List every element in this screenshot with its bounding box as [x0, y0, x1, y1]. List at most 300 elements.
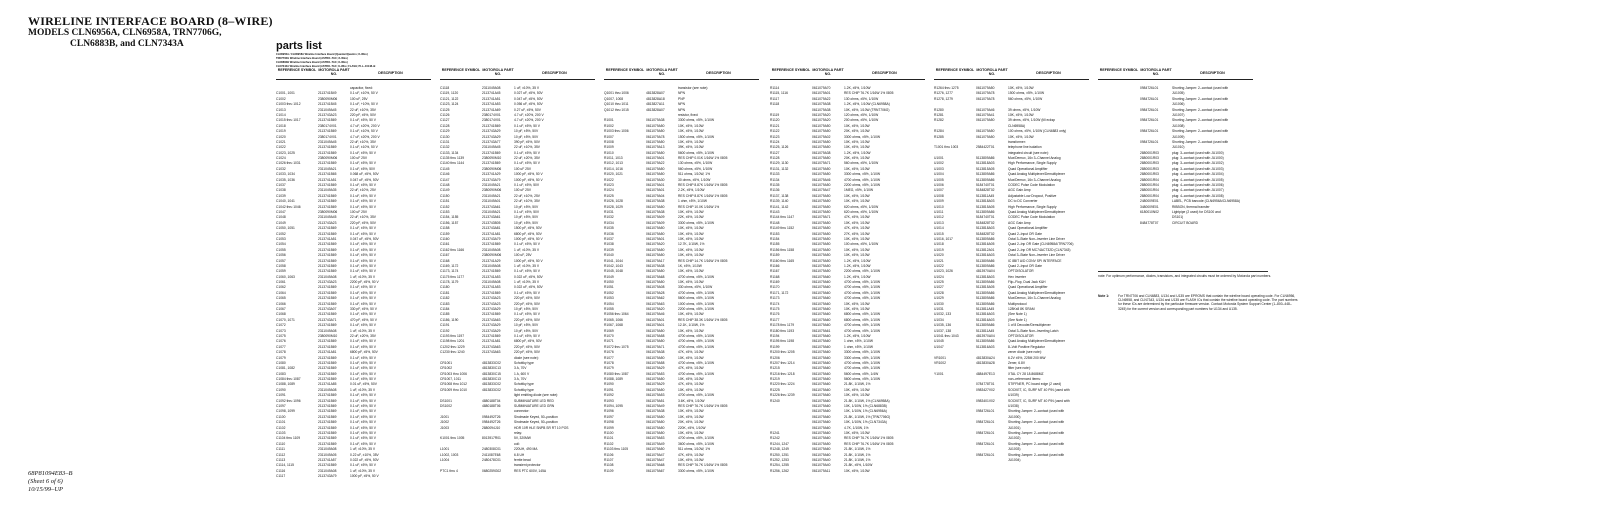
part-number: 4813827A11 [646, 102, 665, 107]
part-description: 0.1 uF, ±5%, 50 V [514, 312, 541, 317]
reference-symbol: R1032 [604, 215, 614, 220]
part-description: 4700 ohms, ±5%, 1/10W [844, 360, 881, 365]
part-description: 4700 ohms, ±5%, 1/10W [678, 393, 715, 398]
part-number: 0611079A50 [646, 431, 665, 435]
part-description: diode (see note): [514, 355, 539, 360]
part-number: 2113741B69 [482, 242, 501, 247]
reference-symbol: C1126 [440, 112, 450, 117]
part-number: 0611079A50 [976, 134, 995, 139]
part-description: 0.1 uF, ±5%, 50 V [350, 463, 377, 468]
part-number: 5113809A86 [976, 263, 995, 268]
part-description: 0.027 uF, ±5%, 50V [514, 91, 543, 96]
reference-symbol: C1014 [276, 112, 286, 117]
reference-symbol: C1135 thru 1139 [440, 156, 465, 161]
part-description: 0.1 uF, ±5%, 50 V [350, 344, 377, 349]
part-description: plug: 3–contact (used with JU1000) [1172, 150, 1224, 155]
part-number: 5113809A86 [976, 172, 995, 177]
part-number: 0611079A50 [812, 193, 831, 198]
part-description: relay: [514, 431, 523, 435]
part-number: 0680259G02 [482, 468, 502, 473]
part-description: 220 pF, ±5%, 50V [350, 220, 377, 225]
reference-symbol: C1125 [440, 107, 450, 112]
part-description: 10K, ±5%, 1/10W [678, 123, 704, 128]
part-number: 2113741B69 [318, 371, 337, 376]
part-number: 2113741B69 [318, 253, 337, 258]
reference-symbol: R1171, 1172 [770, 290, 789, 295]
part-description: 4700 ohms, ±5%, 1/10W [844, 323, 881, 328]
part-number: 0611079A50 [646, 204, 665, 209]
part-description: 1.2K, ±5%, 1/10W [844, 258, 871, 263]
part-number: 2380090M06 [318, 156, 338, 161]
part-number: 0611079A01 [646, 323, 665, 328]
part-number: 0611079A01 [646, 156, 665, 161]
part-number: 5113811A45 [976, 328, 995, 333]
part-description: 390 pF, ±5%, 50V [514, 139, 541, 144]
reference-symbol: C1129 [440, 129, 450, 134]
part-number: 0984726L01 [1140, 139, 1159, 144]
note-1-label: Note 1: [1098, 294, 1110, 298]
reference-symbol: C1156, 1157 [440, 220, 459, 225]
note-1 [1098, 294, 1298, 311]
reference-symbol: C1118 [440, 86, 450, 90]
reference-symbol: U1022 [934, 263, 944, 268]
part-description: 4700 ohms, ±5%, 1/10W [844, 328, 881, 333]
part-description: 10K, ±5%, 1/10W [678, 328, 704, 333]
table-row [1098, 221, 1253, 226]
part-number: 4813830A24 [976, 355, 995, 360]
part-description: 1 uF, ±10%, 35 V [350, 447, 376, 452]
part-number: 5113809A86 [976, 209, 995, 214]
reference-symbol: R1178 thru 1179 [770, 323, 795, 328]
part-description: 6.2V ±5%, 225M 200 MW [1008, 355, 1046, 360]
part-number: 0611079A38 [646, 409, 665, 414]
part-number: 2113743A23 [318, 112, 337, 117]
part-number: 2880001R03 [1140, 172, 1159, 177]
part-description: JU1008) [1172, 123, 1185, 128]
part-description: 4700 ohms, ±5%, 1/10W [844, 280, 881, 285]
part-description: 100 ohms, ±5%, 1/10W (CLN6883 only) [1008, 129, 1067, 134]
reference-symbol: C1152 [440, 204, 450, 209]
part-description: 20K, ±5%, 1/10W [678, 420, 704, 425]
part-number: 0611079A50 [646, 355, 665, 360]
part-description: NPN [678, 107, 685, 112]
reference-symbol: R1153 [770, 231, 780, 236]
reference-symbol: R1093 [604, 398, 614, 403]
header-reference-symbol: REFERENCE SYMBOL [935, 68, 975, 72]
part-number: 0611079A70 [812, 86, 831, 90]
header-reference-symbol: REFERENCE SYMBOL [771, 68, 811, 72]
part-description: RES CHIP 38.3K 1/16W 1% 0805 [678, 317, 728, 322]
part-description: 1 uF, ±10%, 35 V [350, 468, 376, 473]
part-number: 2880001R04 [1140, 188, 1159, 193]
reference-symbol: R1256, 1262 [770, 468, 789, 473]
reference-symbol: VR1001 [934, 355, 946, 360]
part-description: 1.2K, ±5%, 1/10W [844, 150, 871, 155]
reference-symbol: C1133, 1134 [440, 150, 459, 155]
part-number: 0611079A50 [812, 209, 831, 214]
part-description: 0.1 uF, ±5%, 50V [514, 209, 540, 214]
part-number: 5184828T02 [976, 220, 995, 225]
reference-symbol: R1252, 1253 [770, 457, 789, 462]
part-number: 0611079A38 [812, 107, 831, 112]
part-number: 2113741B69 [318, 323, 337, 328]
part-description: 0.1 uF, ±5%, 50 V [350, 285, 377, 290]
part-number: 2880001R03 [1140, 166, 1159, 171]
part-number: 2880001R04 [1140, 183, 1159, 188]
part-number: 0611079A01 [646, 183, 665, 188]
part-description: 2200 ohms, ±5%, 1/10W [678, 307, 715, 312]
reference-symbol: C1039 [276, 193, 286, 198]
part-number: 0611079A60 [812, 420, 831, 425]
reference-symbol: K1001 thru 1005 [440, 436, 465, 441]
reference-symbol: C1091 [276, 393, 286, 398]
reference-symbol: R1103 thru 1105 [604, 447, 629, 452]
part-description: 0.1 uF, ±5%, 50 V [350, 420, 377, 425]
part-description: 0.1 uF, ±5%, 50 V [350, 263, 377, 268]
part-description: U1038) [1008, 404, 1019, 409]
reference-symbol: R1170 [770, 285, 780, 290]
reference-symbol: R1120 [770, 118, 780, 123]
part-number: 0611079A61 [812, 328, 831, 333]
part-number: 0611079A40 [812, 457, 831, 462]
part-description: 2200 ohms, ±5%, 1/10W [844, 183, 881, 188]
reference-symbol: U1029 [934, 296, 944, 301]
reference-symbol: U1015 [934, 231, 944, 236]
column-header [934, 68, 1089, 78]
part-number: 0611079A38 [646, 350, 665, 355]
part-description: 120 ohms, ±5%, 1/10W [844, 112, 879, 117]
part-number: 2113741B69 [318, 301, 337, 306]
part-description: 10K, ±5%, 1/10W [678, 231, 704, 236]
part-number: 2113741B69 [318, 431, 337, 435]
part-description: 10K, ±5%, 1/10W [678, 457, 704, 462]
reference-symbol: R1102 [604, 441, 614, 446]
reference-symbol: R1107 [604, 457, 614, 462]
part-number: 0611079A50 [812, 204, 831, 209]
reference-symbol: R1194 [770, 333, 780, 338]
part-number: 2113741B69 [318, 199, 337, 204]
part-description: plug: 4–contact (used with JU1007) [1172, 188, 1224, 193]
reference-symbol: L1002, 1003 [440, 452, 459, 457]
reference-symbol: R1091 [604, 387, 614, 392]
part-number: 2113743A61 [482, 215, 501, 220]
header-description: DESCRIPTION [1200, 71, 1225, 75]
part-description: resistor, fixed: [678, 112, 699, 117]
part-number: 2311049A08 [482, 280, 501, 285]
reference-symbol: C1186, 1190 [440, 317, 459, 322]
part-number: 0611079A50 [646, 420, 665, 425]
part-description: 220K, ±5%, 1/10W [678, 425, 706, 430]
reference-symbol: C1062 [276, 285, 286, 290]
part-number: 2113743A23 [318, 280, 337, 285]
part-description: 0.068 uF, ±5%, 50V [350, 172, 379, 177]
part-number: 2311049A08 [318, 387, 337, 392]
reference-symbol: C1230 thru 1240 [440, 350, 465, 355]
part-number: 2380090M10 [482, 156, 502, 161]
part-description: ferrite bead [514, 457, 531, 462]
part-number: 2880001R03 [1140, 156, 1159, 161]
part-number: 2113741B69 [318, 242, 337, 247]
reference-symbol: R1049 [604, 274, 614, 279]
part-description: SUBMINIATURE LED GRN [514, 404, 555, 409]
part-number: 5113818A03 [976, 226, 995, 231]
reference-symbol: R1128 [770, 156, 780, 161]
reference-symbol: C1111 [276, 447, 285, 452]
part-description: 27K, ±5%, 1/10W [844, 231, 870, 236]
part-description: 0.1 uF, ±5%, 50 V [350, 150, 377, 155]
part-description: 20K, ±5%, 1/10W [844, 156, 870, 161]
part-description: U1039) [1008, 393, 1019, 398]
part-description: Quad 2–Inp OR MC74ACT32D (CLN7343) [1008, 247, 1071, 252]
table-row [604, 469, 759, 474]
part-description: 8–Volt Positive Regulator [1008, 344, 1045, 349]
part-description: 22 uF, ±20%, 35V [350, 333, 377, 338]
reference-symbol: U1035, 136 [934, 323, 952, 328]
reference-symbol: C1191 [440, 323, 450, 328]
reference-symbol: U1007 [934, 188, 944, 193]
reference-symbol: Q1012 thru 1015 [604, 107, 629, 112]
part-number: 0611079A01 [646, 188, 665, 193]
reference-symbol: R1099 [604, 425, 614, 430]
parts-column [440, 68, 595, 474]
part-number: 2113743A77 [482, 139, 501, 144]
part-description: 0.1 uF, ±5%, 50 V [350, 242, 377, 247]
reference-symbol: C1173, 1174 [440, 269, 459, 274]
part-description: 130 ohms, ±5%, 1/10W [844, 96, 879, 101]
part-description: 1 ohm, ±5%, 1/10W [844, 344, 873, 349]
part-description: 5600 ohms, ±5%, 1/10W [844, 377, 881, 382]
note-1-text: For TRN7706 and CLN6883, U134 and U135 are EPROMS that contain the wireline board operating code. For CLN6956, CLN6958, and CLN7343, U134 and U135 are FLASH ICs that contain the wireline board operating code. The part numbers for these ICs are determined by the particular firmware version. Contact Motorola System Support Center (1–800–448–3245) for the current version and corresponding part numbers for U134 and U135. [1118, 294, 1298, 311]
reference-symbol: R1284 [934, 129, 944, 134]
reference-symbol: R1039 [604, 247, 614, 252]
part-number: 0611079A49 [646, 404, 665, 409]
reference-symbol: T1001 thru 1003 [934, 145, 959, 150]
reference-symbol: C1148 [440, 183, 450, 188]
part-description: Sindmade Keyed, 50–position [514, 420, 558, 425]
reference-symbol: U1020 [934, 253, 944, 258]
part-description: High Performance, Single Supply [1008, 204, 1057, 209]
part-number: 0611079A30 [646, 177, 665, 182]
reference-symbol: R1133 [770, 172, 780, 177]
part-description: Quad Operational Amplifier [1008, 166, 1048, 171]
part-description: 0.047 uF, ±5%, 50V [350, 177, 379, 182]
part-number: 5113809A86 [976, 156, 995, 161]
part-description: 21.8K, 1/10W, 1% (CLN6958A) [844, 398, 890, 403]
parts-column [604, 68, 759, 474]
reference-symbol: C1146 [440, 172, 450, 177]
parts-list-models [276, 53, 436, 69]
part-number: 5113811A45 [976, 193, 995, 198]
reference-symbol: R1278, 1279 [934, 96, 953, 101]
part-description: Shorting Jumper: 2–contact (used with [1172, 107, 1229, 112]
reference-symbol: L1001 [440, 447, 450, 452]
part-description: 1000 pF, ±5%, 50 V [350, 474, 379, 479]
part-number: 2113741B69 [318, 247, 337, 252]
part-number: 2113741B69 [318, 377, 337, 382]
reference-symbol: C1060, 1063 [276, 274, 295, 279]
part-number: 0611079A58 [646, 333, 665, 338]
part-description: 3300 ohms, ±5%, 1/10W [844, 134, 881, 139]
reference-symbol: C1057 [276, 258, 286, 263]
part-number: 0611079A01 [646, 236, 665, 241]
part-description: 47K, ±5%, 1/10W [678, 366, 704, 371]
reference-symbol: R1137, 1138 [770, 193, 789, 198]
part-description: 10K, ±5%, 1/10W [1008, 86, 1034, 90]
reference-symbol: C1175 thru 1177 [440, 274, 465, 279]
part-description: 10 pF, ±5%, 50V [514, 328, 539, 333]
part-description: 0.1 uF, ±5%, 50 V [514, 150, 541, 155]
reference-symbol: U1032, 133 [934, 312, 952, 317]
part-number: 0611079A50 [646, 226, 665, 231]
part-description: Shorting Jumper: 2–contact (used with [1008, 452, 1065, 457]
part-number: 2113741B65 [318, 172, 337, 177]
reference-symbol: R1001 [604, 118, 614, 123]
part-description: 1.2K, ±5%, 1/10W (CLN6958A) [844, 102, 890, 107]
header-description: DESCRIPTION [1036, 71, 1061, 75]
part-number: 0611079A50 [812, 258, 831, 263]
part-description: 1 uF, ±10%, 35 V [350, 274, 376, 279]
reference-symbol: C1149 [440, 188, 450, 193]
reference-symbol: R1254, 1255 [770, 463, 789, 468]
part-description: 10K, ±5%, 1/10W [678, 387, 704, 392]
part-number: 0611079A50 [646, 328, 665, 333]
reference-symbol: R1125, 1126 [770, 145, 789, 150]
part-description: IC 8BIT A/D CONV SPI INTERFACE [1008, 258, 1062, 263]
part-number: 2113741B69 [318, 269, 337, 274]
part-description: 10K, ±5%, 1/10W [678, 209, 704, 214]
part-number: 0611079A38 [812, 150, 831, 155]
part-number: 2880094J10 [482, 425, 501, 430]
part-number: 0611079A50 [646, 269, 665, 274]
part-number: 0611079A50 [646, 414, 665, 419]
part-description: 4700 ohms, ±5%, 1/10W [678, 344, 715, 349]
reference-symbol: C1073 [276, 328, 286, 333]
reference-symbol: C1076 [276, 339, 286, 344]
reference-symbol: U1003 [934, 166, 944, 171]
header-rule [770, 79, 925, 80]
reference-symbol: C1077 [276, 344, 286, 349]
part-number: 5113809A86 [976, 177, 995, 182]
part-number: 2411087E68 [482, 452, 501, 457]
part-description: 0.1 uF, ±5%, 50 V [350, 360, 377, 365]
part-description: Shorting Jumper: 2–contact (used with [1008, 441, 1065, 446]
part-number: 0611079A08 [646, 285, 665, 290]
reference-symbol: C1047 [276, 209, 286, 214]
part-number: 2113741B69 [318, 285, 337, 290]
part-number: 0611079A40 [812, 463, 831, 468]
part-description: 220 pF, ±5%, 50V [514, 317, 541, 322]
reference-symbol: U1024 [934, 274, 944, 279]
part-number: 0611079A53 [646, 371, 665, 376]
reference-symbol: R1156 thru 1158 [770, 247, 795, 252]
part-number: 0611079A71 [812, 215, 831, 220]
reference-symbol: R1051 [604, 285, 614, 290]
reference-symbol: U1014 [934, 226, 944, 231]
part-number: 2380174V01 [482, 118, 501, 123]
part-description: 620 ohms, ±5%, 1/10W [844, 209, 879, 214]
reference-symbol: C1098, 1099 [276, 409, 295, 414]
reference-symbol: VR1002 [934, 360, 946, 365]
part-description: 1000 pF, ±5%, 50 V [514, 177, 543, 182]
part-number: 0611079A20 [812, 112, 831, 117]
part-description: 0.1 uF, ±5%, 50 V [514, 242, 541, 247]
part-description: 6800 ohms, ±5%, 1/10W [844, 317, 881, 322]
part-number: 2113741A45 [482, 91, 501, 96]
part-description: 4700 ohms, ±5%, 1/10W [678, 339, 715, 344]
part-number: 0611079A20 [646, 242, 665, 247]
header-reference-symbol: REFERENCE SYMBOL [441, 68, 481, 72]
part-description: 22 uF, ±10%, 35V [350, 107, 377, 112]
part-description: 0.1 uF, ±5%, 50 V [350, 247, 377, 252]
part-number: 0611079A50 [812, 441, 831, 446]
part-description: 330 pF, ±5%, 50 V [350, 307, 377, 312]
reference-symbol: R1135 [770, 183, 780, 188]
part-number: 0611079A50 [646, 172, 665, 177]
reference-symbol: R1173 [770, 296, 780, 301]
reference-symbol: U1041 thru 1043 [934, 333, 959, 338]
reference-symbol: R1038 [604, 242, 614, 247]
part-description: 6800 pF, ±5%, 50V [350, 350, 378, 355]
part-number: 0611079A46 [812, 177, 831, 182]
part-description: 10K, ±5%, 1/10W [678, 253, 704, 258]
part-number: 0611079A28 [646, 290, 665, 295]
part-number: 0611079A09 [646, 215, 665, 220]
reference-symbol: R1012, 1013 [604, 161, 623, 166]
part-description: 4700 ohms, ±5%, 1/10W [678, 371, 715, 376]
part-number: 2113741B49 [318, 91, 337, 96]
reference-symbol: R1285 [934, 134, 944, 139]
part-description: 6800 pF, ±5%, 50V [514, 339, 542, 344]
part-description: plug: 3–contact (used with JU1000) [1172, 156, 1224, 161]
part-description: 12.7K, 1/10W, 1% [678, 242, 705, 247]
part-number: 2113741B69 [318, 355, 337, 360]
document-models-line2: CLN6883B, and CLN7343A [70, 39, 184, 49]
part-number: 2113741B69 [482, 150, 501, 155]
part-number: 2113743A61 [482, 204, 501, 209]
reference-symbol: C1048 [276, 215, 286, 220]
part-number: 0611079A60 [812, 366, 831, 371]
part-number: 2480308C01 [482, 447, 501, 452]
part-description: OPTOISOLATOR [1008, 269, 1034, 274]
reference-symbol: R1072 thru 1075 [604, 344, 629, 349]
reference-symbol: R1009 [604, 145, 614, 150]
part-description: 1500 ohms, ±5%, 1/10W [678, 134, 715, 139]
part-description: 0.1 uF, ±5%, 50 V [514, 333, 541, 338]
part-description: 10K, ±5%, 1/10W [678, 129, 704, 134]
part-number: 2113741B69 [318, 339, 337, 344]
part-description: 1.2K, ±5%, 1/10W [844, 263, 871, 268]
part-description: 21.8K, 1/10W, 1% (TRN7706G) [844, 414, 891, 419]
part-number: 0611079A60 [812, 333, 831, 338]
part-number: 2311049A05 [318, 452, 337, 457]
part-number: 4813970A04 [976, 333, 995, 338]
part-description: Shorting Jumper: 2–contact (used with [1172, 139, 1229, 144]
reference-symbol: R1054 [604, 301, 614, 306]
header-part-number: MOTOROLA PART NO. [812, 68, 844, 76]
part-number: 2113743A23 [318, 220, 337, 225]
part-description: coil: [514, 441, 520, 446]
reference-symbol: C1021 [276, 139, 286, 144]
part-description: Flip–Flop, Dual Jack K&H [1008, 280, 1046, 285]
reference-symbol: R1121 [770, 123, 780, 128]
part-description: 10 pF, ±5%, 50V [514, 215, 539, 220]
part-description: 10K, ±5%, 1/10W [844, 387, 870, 392]
part-number: 4813833C02 [482, 387, 501, 392]
reference-symbol: R1144 thru 1147 [770, 215, 795, 220]
part-description: 560 ohms, ±5%, 1/10W [678, 166, 713, 171]
part-description: 0.1 uF, ±5%, 50 V [350, 425, 377, 430]
part-description: 10K, ±5%, 1/10W [1008, 134, 1034, 139]
